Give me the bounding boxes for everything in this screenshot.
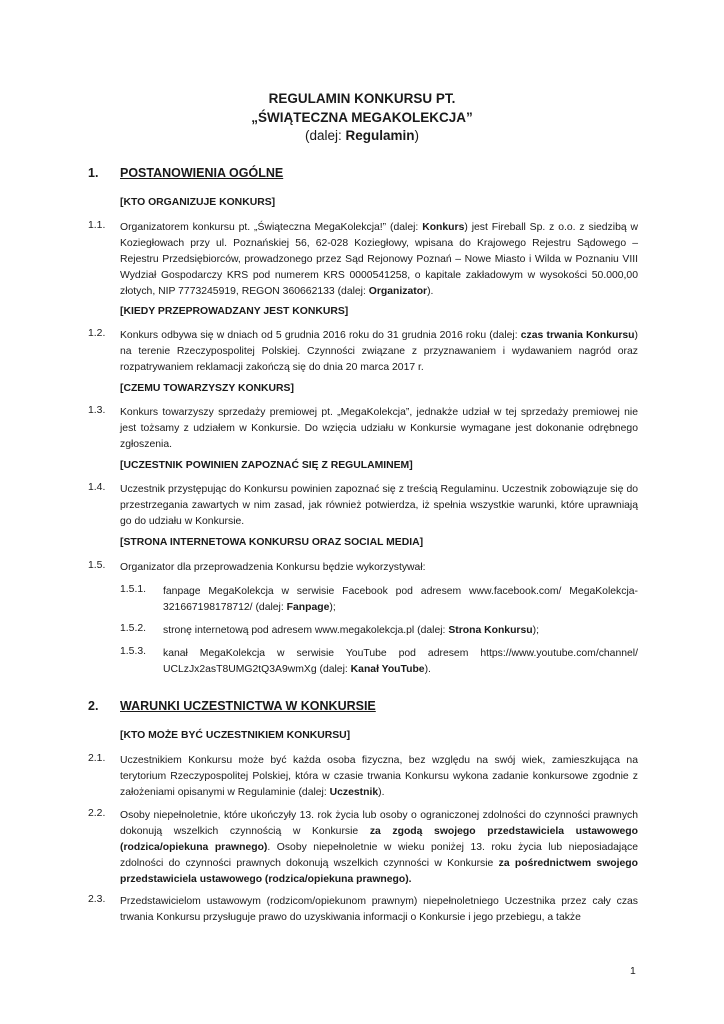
subheading-website: [STRONA INTERNETOWA KONKURSU ORAZ SOCIAL MEDIA] — [120, 537, 424, 548]
clause-number: 1.5.1. — [120, 584, 146, 595]
clause-1-2: Konkurs odbywa się w dniach od 5 grudnia 2016 roku do 31 grudnia 2016 roku (dalej: czas trwania Konkursu) na terenie Rzeczypospolitej Polskiej. Czynności związane z przyznawaniem i wydawaniem nagród oraz rozpatrywaniem reklamacji zakończą się do dnia 20 marca 2017 r. — [120, 330, 638, 373]
subheading-who-can-participate: [KTO MOŻE BYĆ UCZESTNIKIEM KONKURSU] — [120, 730, 351, 741]
clause-number: 1.5.3. — [120, 646, 146, 657]
clause-1-1: Organizatorem konkursu pt. „Świąteczna MegaKolekcja!” (dalej: Konkurs) jest Fireball Sp. z o.o. z siedzibą w Koziegłowach przy ul. Poznańskiej 56, 62-028 Koziegłowy, wpisana do Krajowego Rejestru Sądowego – Rejestru Przedsiębiorców, prowadzonego przez Sąd Rejonowy Poznań – Nowe Miasto i Wilda w Poznaniu VIII Wydział Gospodarczy KRS pod numerem KRS 0000541258, o kapitale zakładowym w wysokości 50.000,00 złotych, NIP 7773245919, REGON 360662133 (dalej: Organizator). — [120, 222, 638, 297]
clause-number: 1.1. — [88, 220, 106, 231]
title-line-1: REGULAMIN KONKURSU PT. — [268, 91, 456, 106]
section-2-heading: 2. WARUNKI UCZESTNICTWA W KONKURSIE — [88, 699, 376, 713]
clause-number: 1.3. — [88, 405, 106, 416]
clause-1-5-1: fanpage MegaKolekcja w serwisie Facebook pod adresem www.facebook.com/ MegaKolekcja-321667198178712/ (dalej: Fanpage); — [163, 586, 638, 613]
clause-1-5-3: kanał MegaKolekcja w serwisie YouTube pod adresem https://www.youtube.com/channel/ UCLzJx2asT8UMG2tQ3A9wmXg (dalej: Kanał YouTube). — [163, 648, 638, 675]
clause-number: 2.1. — [88, 753, 106, 764]
clause-number: 2.2. — [88, 808, 106, 819]
clause-2-3: Przedstawicielom ustawowym (rodzicom/opiekunom prawnym) niepełnoletniego Uczestnika przez cały czas trwania Konkursu przysługuje prawo do uzyskiwania informacji o Konkursie i jego przebiegu, a także — [120, 896, 638, 923]
title-line-3: (dalej: Regulamin) — [304, 128, 420, 143]
subheading-accompanies: [CZEMU TOWARZYSZY KONKURS] — [120, 383, 294, 394]
section-1-heading: 1. POSTANOWIENIA OGÓLNE — [88, 166, 284, 180]
page-number: 1 — [630, 966, 636, 977]
subheading-who-organizes: [KTO ORGANIZUJE KONKURS] — [120, 197, 276, 208]
clause-number: 1.5.2. — [120, 623, 146, 634]
clause-2-2: Osoby niepełnoletnie, które ukończyły 13. rok życia lub osoby o ograniczonej zdolności do czynności prawnych dokonują wszelkich czynnością w Konkursie za zgodą swojego przedstawiciela ustawowego (rodzica/opiekuna prawnego). Osoby niepełnoletnie w wieku poniżej 13. roku życia lub nieposiadające zdolności do czynności prawnych dokonują wszelkich czynności w Konkursie za pośrednictwem swojego przedstawiciela ustawowego (rodzica/opiekuna prawnego). — [120, 810, 638, 885]
clause-number: 1.5. — [88, 560, 106, 571]
subheading-read-rules: [UCZESTNIK POWINIEN ZAPOZNAĆ SIĘ Z REGULAMINEM] — [120, 460, 413, 471]
clause-number: 1.4. — [88, 482, 106, 493]
clause-number: 1.2. — [88, 328, 106, 339]
clause-2-1: Uczestnikiem Konkursu może być każda osoba fizyczna, bez względu na swój wiek, zamieszkująca na terytorium Rzeczypospolitej Polskiej, która w czasie trwania Konkursu wykona zadanie konkursowe zgodnie z założeniami opisanymi w Regulaminie (dalej: Uczestnik). — [120, 755, 638, 798]
clause-1-4: Uczestnik przystępując do Konkursu powinien zapoznać się z treścią Regulaminu. Uczestnik zobowiązuje się do przestrzegania zawartych w nim zasad, jak również potwierdza, iż spełnia wszystkie warunki, które uprawniają go do udziału w Konkursie. — [120, 484, 638, 527]
title-line-2: „ŚWIĄTECZNA MEGAKOLEKCJA” — [251, 110, 473, 125]
subheading-when: [KIEDY PRZEPROWADZANY JEST KONKURS] — [120, 306, 349, 317]
clause-1-5-2: stronę internetową pod adresem www.megakolekcja.pl (dalej: Strona Konkursu); — [163, 625, 539, 636]
clause-1-3: Konkurs towarzyszy sprzedaży premiowej pt. „MegaKolekcja”, jednakże udział w tej sprzedaży premiowej nie jest tożsamy z udziałem w Konkursie. Do wzięcia udziału w Konkursie wymagane jest dokonanie odrębnego zgłoszenia. — [120, 407, 638, 450]
clause-1-5: Organizator dla przeprowadzenia Konkursu będzie wykorzystywał: — [120, 562, 426, 573]
clause-number: 2.3. — [88, 894, 106, 905]
